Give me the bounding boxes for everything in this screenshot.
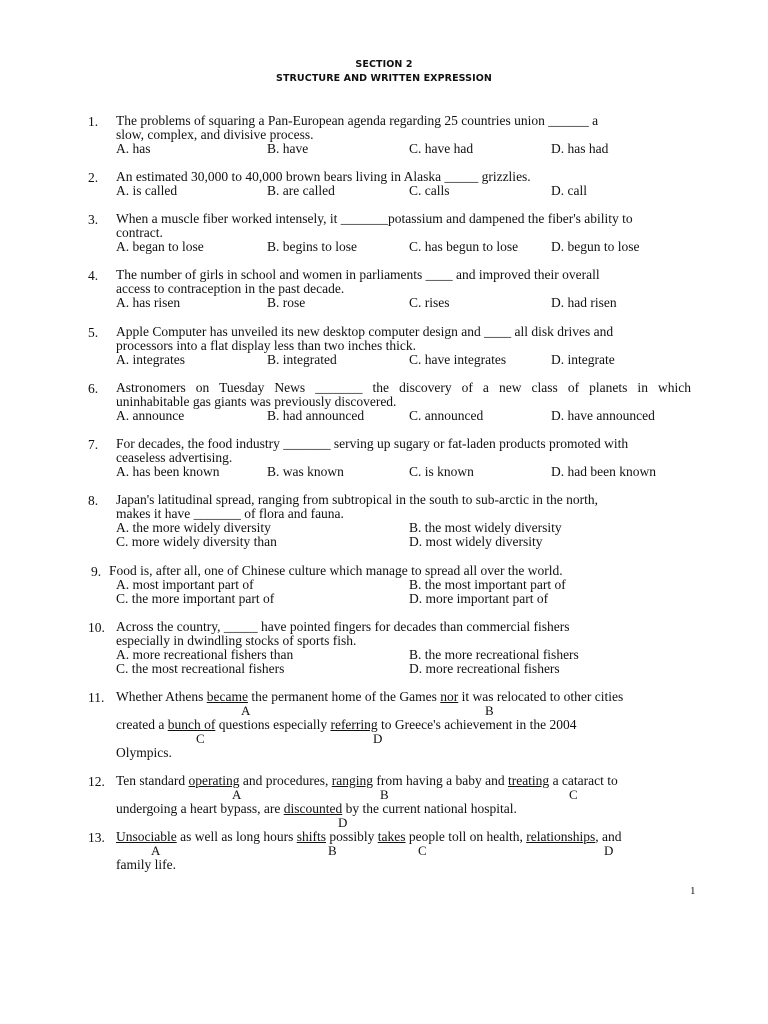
question-text-line: The problems of squaring a Pan-European agenda regarding 25 countries union ______ a (116, 113, 599, 128)
question-text-line: undergoing a heart bypass, are discounted by the current national hospital. (116, 801, 517, 816)
question-text-line: Ten standard operating and procedures, ranging from having a baby and treating a cataract to (116, 773, 618, 788)
option-a[interactable]: A. more recreational fishers than (116, 647, 294, 662)
choice-label-c: C (196, 731, 205, 746)
question-text-line: access to contraception in the past decade. (116, 281, 345, 296)
question-number: 1. (88, 114, 99, 129)
choice-label-d: D (338, 815, 348, 830)
choice-label-a: A (232, 787, 242, 802)
option-c[interactable]: C. the more important part of (116, 591, 275, 606)
choice-label-d: D (604, 843, 614, 858)
question-text-line: makes it have _______ of flora and fauna. (116, 506, 344, 521)
question-text-line: Olympics. (116, 745, 172, 760)
question-text-line: especially in dwindling stocks of sports fish. (116, 633, 357, 648)
option-d[interactable]: D. most widely diversity (409, 534, 543, 549)
question-text-line: The number of girls in school and women in parliaments ____ and improved their overall (116, 267, 600, 282)
option-b[interactable]: B. the most important part of (409, 577, 566, 592)
option-b[interactable]: B. are called (267, 183, 335, 198)
question-text-line: Whether Athens became the permanent home of the Games nor it was relocated to other cities (116, 689, 624, 704)
underlined-segment-a[interactable]: Unsociable (116, 829, 177, 844)
question-number: 12. (88, 774, 105, 789)
page-number: 1 (690, 885, 696, 897)
option-d[interactable]: D. have announced (551, 408, 655, 423)
question-text-line: ceaseless advertising. (116, 450, 233, 465)
option-c[interactable]: C. has begun to lose (409, 239, 519, 254)
section-title: STRUCTURE AND WRITTEN EXPRESSION (276, 73, 492, 84)
question-text-line: slow, complex, and divisive process. (116, 127, 314, 142)
choice-label-a: A (151, 843, 161, 858)
underlined-segment-d[interactable]: relationships (526, 829, 596, 844)
question-text-line: Across the country, _____ have pointed fingers for decades than commercial fishers (116, 619, 570, 634)
question-number: 6. (88, 381, 99, 396)
option-b[interactable]: B. the most widely diversity (409, 520, 562, 535)
question-number: 9. (91, 564, 102, 579)
option-a[interactable]: A. most important part of (116, 577, 254, 592)
option-d[interactable]: D. has had (551, 141, 609, 156)
underlined-segment-d[interactable]: referring (330, 717, 378, 732)
question-number: 2. (88, 170, 99, 185)
underlined-segment-b[interactable]: shifts (296, 829, 326, 844)
option-a[interactable]: A. has risen (116, 295, 181, 310)
question-text-line: An estimated 30,000 to 40,000 brown bears living in Alaska _____ grizzlies. (116, 169, 531, 184)
option-b[interactable]: B. had announced (267, 408, 365, 423)
question-number: 3. (88, 212, 99, 227)
section-heading: SECTION 2 (355, 59, 413, 70)
option-d[interactable]: D. had been known (551, 464, 656, 479)
choice-label-c: C (569, 787, 578, 802)
option-a[interactable]: A. has (116, 141, 151, 156)
option-a[interactable]: A. began to lose (116, 239, 204, 254)
question-text-line: Food is, after all, one of Chinese culture which manage to spread all over the world. (109, 563, 563, 578)
option-c[interactable]: C. is known (409, 464, 474, 479)
question-text-line: Astronomers on Tuesday News _______ the discovery of a new class of planets in which (116, 380, 691, 395)
question-text-line: family life. (116, 857, 176, 872)
underlined-segment-b[interactable]: ranging (331, 773, 373, 788)
question-text-line: Apple Computer has unveiled its new desktop computer design and ____ all disk drives and (116, 324, 614, 339)
option-d[interactable]: D. call (551, 183, 587, 198)
question-text-line: When a muscle fiber worked intensely, it _______potassium and dampened the fiber's ability to (116, 211, 633, 226)
question-number: 7. (88, 437, 99, 452)
choice-label-b: B (380, 787, 389, 802)
question-text-line: For decades, the food industry _______ serving up sugary or fat-laden products promoted with (116, 436, 629, 451)
question-text-line: Japan's latitudinal spread, ranging from subtropical in the south to sub-arctic in the north, (116, 492, 598, 507)
option-b[interactable]: B. was known (267, 464, 344, 479)
option-c[interactable]: C. have had (409, 141, 474, 156)
option-b[interactable]: B. integrated (267, 352, 337, 367)
option-d[interactable]: D. more important part of (409, 591, 549, 606)
underlined-segment-d[interactable]: discounted (283, 801, 343, 816)
question-number: 5. (88, 325, 99, 340)
choice-label-c: C (418, 843, 427, 858)
question-number: 11. (88, 690, 105, 705)
question-text-line: created a bunch of questions especially referring to Greece's achievement in the 2004 (116, 717, 577, 732)
option-d[interactable]: D. integrate (551, 352, 615, 367)
choice-label-b: B (485, 703, 494, 718)
option-c[interactable]: C. have integrates (409, 352, 507, 367)
option-b[interactable]: B. the more recreational fishers (409, 647, 579, 662)
option-d[interactable]: D. more recreational fishers (409, 661, 560, 676)
underlined-segment-c[interactable]: treating (507, 773, 550, 788)
option-b[interactable]: B. have (267, 141, 309, 156)
option-b[interactable]: B. begins to lose (267, 239, 357, 254)
option-c[interactable]: C. more widely diversity than (116, 534, 277, 549)
choice-label-d: D (373, 731, 383, 746)
option-a[interactable]: A. is called (116, 183, 178, 198)
option-c[interactable]: C. calls (409, 183, 450, 198)
option-a[interactable]: A. the more widely diversity (116, 520, 271, 535)
option-a[interactable]: A. announce (116, 408, 185, 423)
question-text-line: processors into a flat display less than two inches thick. (116, 338, 416, 353)
underlined-segment-c[interactable]: takes (377, 829, 406, 844)
question-number: 8. (88, 493, 99, 508)
option-c[interactable]: C. announced (409, 408, 484, 423)
question-number: 10. (88, 620, 105, 635)
question-text-line: contract. (116, 225, 163, 240)
question-number: 4. (88, 268, 99, 283)
underlined-segment-c[interactable]: bunch of (167, 717, 216, 732)
option-a[interactable]: A. integrates (116, 352, 185, 367)
option-a[interactable]: A. has been known (116, 464, 220, 479)
option-b[interactable]: B. rose (267, 295, 306, 310)
underlined-segment-b[interactable]: nor (440, 689, 459, 704)
question-number: 13. (88, 830, 105, 845)
underlined-segment-a[interactable]: operating (188, 773, 240, 788)
underlined-segment-a[interactable]: became (206, 689, 248, 704)
choice-label-a: A (241, 703, 251, 718)
question-text-line: uninhabitable gas giants was previously discovered. (116, 394, 397, 409)
option-c[interactable]: C. the most recreational fishers (116, 661, 285, 676)
choice-label-b: B (328, 843, 337, 858)
question-text-line: Unsociable as well as long hours shifts possibly takes people toll on health, relationships, and (116, 829, 622, 844)
option-c[interactable]: C. rises (409, 295, 450, 310)
option-d[interactable]: D. had risen (551, 295, 617, 310)
option-d[interactable]: D. begun to lose (551, 239, 640, 254)
